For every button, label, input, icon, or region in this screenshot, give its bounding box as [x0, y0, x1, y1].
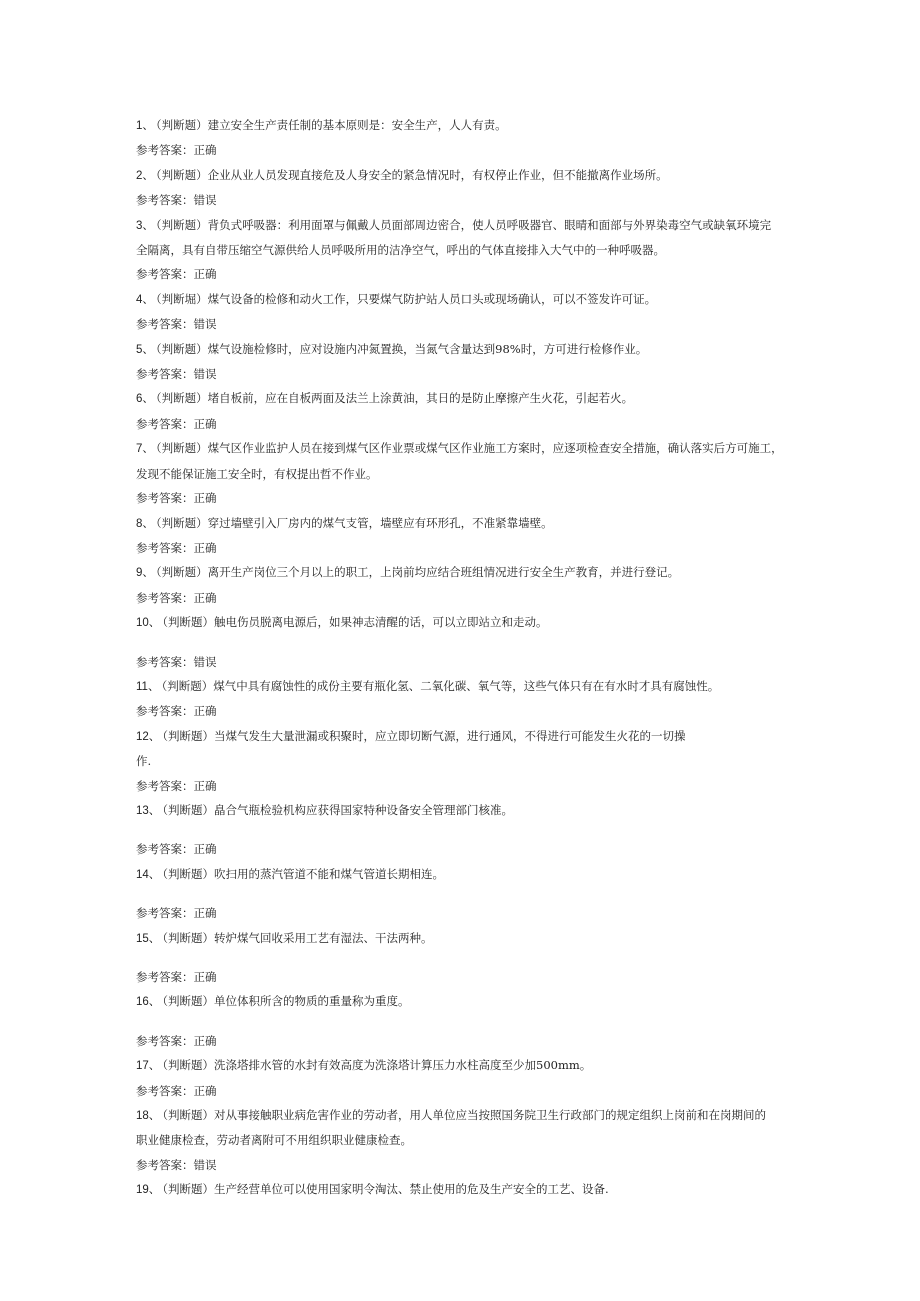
answer-label: 参考答案： — [136, 317, 194, 332]
question-text: 皛合气瓶检验机构应获得国家特种设备安全管理部门核准。 — [214, 802, 514, 817]
answer-value: 错误 — [193, 193, 217, 208]
answer-line — [136, 586, 796, 610]
answer-line — [136, 362, 796, 386]
answer-label: 参考答案： — [136, 842, 194, 857]
question-line — [136, 610, 796, 635]
question-separator: 、 — [142, 515, 154, 530]
answer-value: 正确 — [193, 267, 217, 282]
answer-label: 参考答案： — [136, 1033, 194, 1048]
answer-label: 参考答案： — [136, 654, 194, 669]
question-type: （判断题） — [162, 994, 215, 1009]
question-type: （判断题） — [161, 678, 214, 693]
question-separator: 、 — [142, 391, 154, 406]
question-text: 转炉煤气回收采用工艺有湿法、干法两种。 — [214, 930, 433, 945]
question-text-continued: 发现不能保证施工安全时，有权提出哲不作业。 — [136, 466, 378, 481]
question-number: 15 — [136, 932, 149, 945]
question-type: （判断题） — [162, 1182, 215, 1197]
answer-value: 正确 — [193, 842, 217, 857]
question-number: 3 — [136, 219, 143, 232]
question-separator: 、 — [148, 930, 161, 945]
question-text: 对从事接触职业病危害作业的劳动者，用人单位应当按照国务院卫生行政部门的规定组织上岗前和在岗期间的 — [214, 1108, 767, 1123]
answer-value: 正确 — [193, 540, 217, 555]
question-text: 煤气设施检修时，应对设施内冲氮置换，当氮气含量达到98%时，方可进行检修作业。 — [207, 341, 648, 356]
question-separator: 、 — [142, 341, 154, 356]
question-separator: 、 — [148, 866, 161, 881]
answer-value: 正确 — [193, 906, 217, 921]
question-line — [136, 862, 796, 887]
question-separator: 、 — [142, 291, 154, 306]
answer-line — [136, 486, 796, 510]
question-type: （判断题） — [162, 1108, 215, 1123]
answer-value: 正确 — [193, 590, 217, 605]
answer-line — [136, 262, 796, 286]
question-separator: 、 — [148, 728, 161, 743]
question-text: 煤气区作业监护人员在接到煤气区作业票或煤气区作业施工方案时，应逐项检查安全措施，确认落实后方可施工， — [207, 441, 783, 456]
question-text: 背负式呼吸器：利用面罩与佩戴人员面部周边密合，使人员呼吸器官、眼晴和面部与外界染毒空气或缺氧环境完 — [207, 217, 772, 232]
answer-line — [136, 699, 796, 723]
answer-label: 参考答案： — [136, 704, 194, 719]
answer-line — [136, 188, 796, 212]
question-separator: 、 — [142, 118, 154, 132]
spacer — [136, 823, 796, 837]
question-separator: 、 — [147, 678, 160, 693]
question-number: 10 — [136, 617, 149, 630]
question-number: 16 — [136, 996, 149, 1009]
question-text: 吹扫用的蒸汽管道不能和煤气管道长期相连。 — [214, 866, 445, 881]
answer-label: 参考答案： — [136, 540, 194, 555]
answer-line — [136, 1079, 796, 1103]
question-separator: 、 — [148, 1182, 161, 1197]
question-number: 18 — [136, 1110, 149, 1123]
answer-label: 参考答案： — [136, 590, 194, 605]
answer-line — [136, 312, 796, 336]
question-text: 洗涤塔排水管的水封有效高度为洗涤塔计算压力水柱高度至少加500mm。 — [214, 1058, 592, 1073]
spacer — [136, 951, 796, 965]
question-line — [136, 560, 796, 585]
question-type: （判断题） — [162, 866, 215, 881]
answer-value: 正确 — [193, 970, 217, 984]
question-separator: 、 — [148, 1058, 161, 1073]
question-text-continued: 全隔离，具有自带压缩空气源供给人员呼吸所用的洁净空气，呼出的气体直接排入大气中的一种呼吸器。 — [136, 243, 665, 258]
answer-line — [136, 536, 796, 560]
answer-label: 参考答案： — [136, 491, 194, 506]
answer-value: 错误 — [193, 1157, 217, 1172]
answer-label: 参考答案： — [136, 1083, 194, 1098]
question-number: 13 — [136, 804, 149, 817]
question-line — [136, 213, 796, 238]
question-type: （判断题） — [155, 217, 208, 232]
question-line — [136, 337, 796, 362]
question-line — [136, 724, 796, 749]
question-line — [136, 989, 796, 1014]
question-text: 建立安全生产责任制的基本原则是：安全生产，人人有责。 — [207, 118, 507, 132]
question-separator: 、 — [148, 994, 161, 1009]
question-list — [136, 113, 796, 1203]
question-line — [136, 1177, 796, 1202]
answer-label: 参考答案： — [136, 416, 194, 431]
question-line — [136, 287, 796, 312]
answer-value: 正确 — [193, 1083, 217, 1098]
question-number: 4 — [136, 293, 143, 306]
answer-label: 参考答案： — [136, 906, 194, 921]
question-number: 6 — [136, 393, 143, 406]
question-type: （判断题） — [155, 391, 208, 406]
question-line — [136, 511, 796, 536]
question-number: 8 — [136, 517, 143, 530]
question-type: （判断堀） — [155, 291, 208, 306]
answer-line — [136, 650, 796, 674]
answer-line — [136, 774, 796, 798]
question-type: （判断题） — [155, 118, 208, 132]
question-line — [136, 674, 796, 699]
question-separator: 、 — [142, 217, 154, 232]
question-type: （判断题） — [162, 1058, 215, 1073]
question-number: 17 — [136, 1060, 149, 1073]
question-line — [136, 1103, 796, 1128]
question-type: （判断题） — [162, 802, 215, 817]
answer-value: 错误 — [193, 654, 217, 669]
spacer — [136, 636, 796, 650]
answer-value: 错误 — [193, 317, 217, 332]
question-number: 12 — [136, 730, 149, 743]
question-number: 5 — [136, 343, 143, 356]
question-text: 单位体积所含的物质的重量称为重度。 — [214, 994, 410, 1009]
answer-line — [136, 837, 796, 861]
question-type: （判断题） — [162, 615, 215, 630]
question-text-continued: 作. — [136, 754, 152, 769]
question-type: （判断题） — [162, 930, 215, 945]
answer-line — [136, 1153, 796, 1177]
question-text: 穿过墙壁引入厂房内的煤气支管，墙壁应有环形孔，不准紧靠墙壁。 — [207, 515, 553, 530]
answer-value: 正确 — [193, 1033, 217, 1048]
question-text: 煤气中具有腐蚀性的成份主要有瓶化氢、二氧化碳、氧气等，这些气体只有在有水时才具有腐蚀性。 — [213, 678, 720, 693]
answer-value: 错误 — [193, 367, 217, 382]
question-text: 当煤气发生大量泄漏或积聚时，应立即切断气源，进行通风，不得进行可能发生火花的一切操 — [214, 728, 686, 743]
question-number: 11 — [136, 680, 148, 693]
question-number: 9 — [136, 567, 143, 580]
question-type: （判断题） — [155, 441, 208, 456]
question-line — [136, 163, 796, 188]
question-separator: 、 — [148, 615, 161, 630]
question-text: 触电伤员脱离电源后，如果神志清醒的话，可以立即站立和走动。 — [214, 615, 548, 630]
question-separator: 、 — [148, 1108, 161, 1123]
question-line — [136, 386, 796, 411]
spacer — [136, 1015, 796, 1029]
question-text-continued: 职业健康检查，劳动者离附可不用组织职业健康检查。 — [136, 1133, 412, 1148]
question-text: 堵自板前，应在自板两面及法兰上涂黄油，其日的是防止摩擦产生火花，引起若火。 — [207, 391, 634, 406]
question-separator: 、 — [142, 565, 154, 580]
answer-label: 参考答案： — [136, 778, 194, 793]
answer-value: 正确 — [193, 143, 217, 158]
answer-line — [136, 1029, 796, 1053]
question-line — [136, 1053, 796, 1078]
question-type: （判断题） — [162, 728, 215, 743]
question-text: 煤气设备的检修和动火工作，只要煤气防护站人员口头或现场确认，可以不签发许可证。 — [207, 291, 657, 306]
answer-line — [136, 138, 796, 162]
answer-value: 正确 — [193, 778, 217, 793]
question-type: （判断题） — [155, 565, 208, 580]
question-separator: 、 — [148, 802, 161, 817]
answer-line — [136, 901, 796, 925]
question-line — [136, 436, 796, 461]
question-number: 1 — [136, 120, 143, 132]
question-number: 14 — [136, 868, 149, 881]
answer-line — [136, 965, 796, 989]
answer-label: 参考答案： — [136, 970, 194, 984]
answer-label: 参考答案： — [136, 193, 194, 208]
question-type: （判断题） — [155, 167, 208, 182]
question-number: 2 — [136, 169, 143, 182]
question-line — [136, 798, 796, 823]
answer-label: 参考答案： — [136, 367, 194, 382]
question-number: 7 — [136, 443, 143, 456]
question-text: 离开生产岗位三个月以上的职工，上岗前均应结合班组情况进行安全生产教育，并进行登记。 — [207, 565, 680, 580]
question-type: （判断题） — [155, 341, 208, 356]
answer-value: 正确 — [193, 704, 217, 719]
answer-label: 参考答案： — [136, 1157, 194, 1172]
question-line — [136, 926, 796, 951]
question-text: 企业从业人员发现直接危及人身安全的紧急情况时，有权停止作业，但不能撤离作业场所。 — [207, 167, 668, 182]
question-number: 19 — [136, 1184, 149, 1197]
question-type: （判断题） — [155, 515, 208, 530]
answer-line — [136, 412, 796, 436]
answer-value: 正确 — [193, 416, 217, 431]
question-separator: 、 — [142, 441, 154, 456]
question-separator: 、 — [142, 167, 154, 182]
answer-label: 参考答案： — [136, 143, 194, 158]
question-text: 生产经营单位可以使用国家明令淘汰、禁止使用的危及生产安全的工艺、设备. — [214, 1182, 609, 1197]
question-line — [136, 113, 796, 138]
spacer — [136, 887, 796, 901]
answer-value: 正确 — [193, 491, 217, 506]
answer-label: 参考答案： — [136, 267, 194, 282]
